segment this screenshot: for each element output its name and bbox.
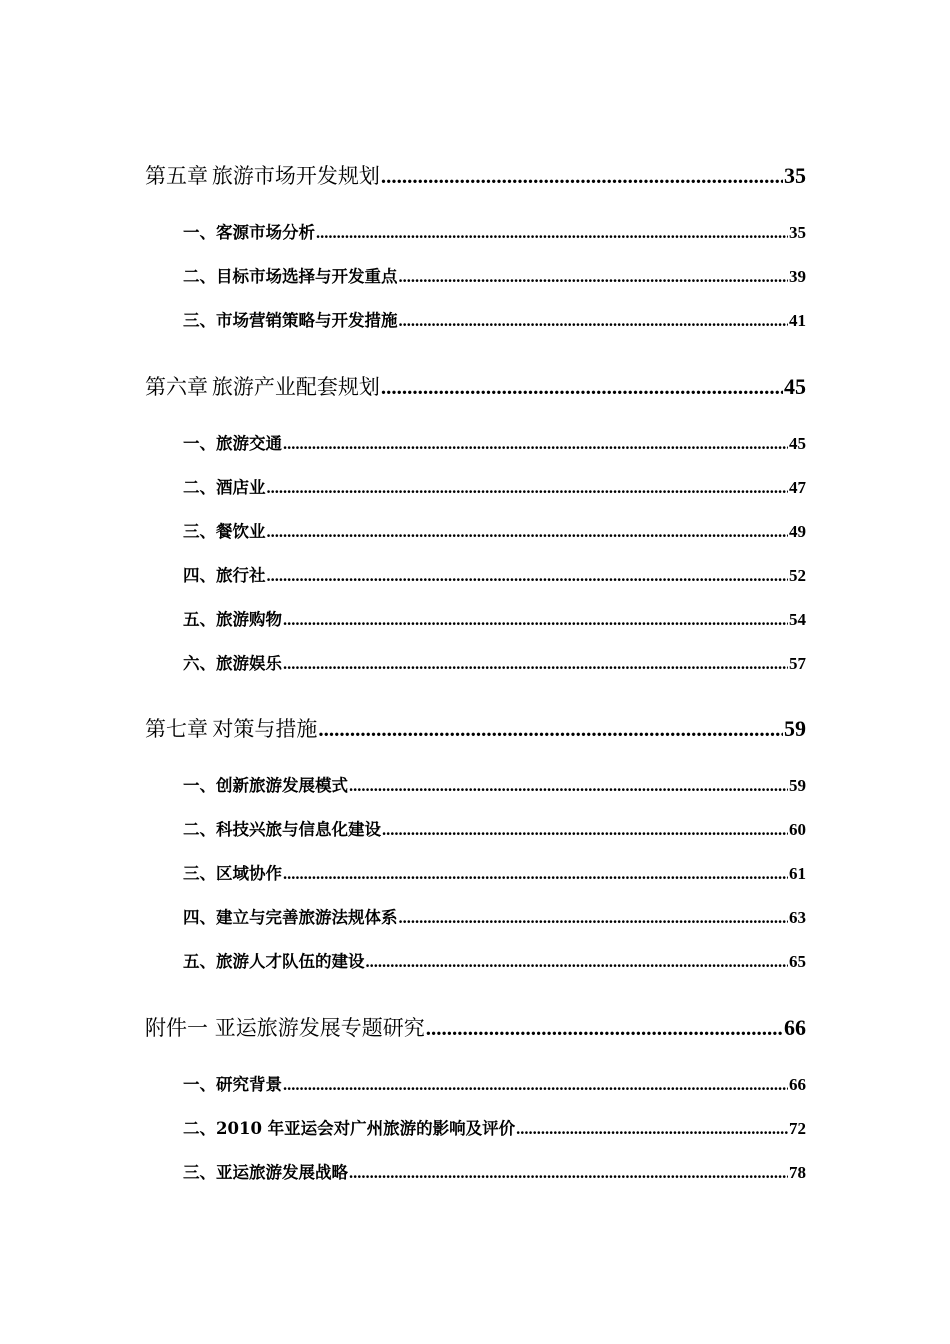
dot-leader bbox=[283, 434, 788, 454]
toc-section-row[interactable] bbox=[183, 606, 806, 630]
section-title: 二、2010 年亚运会对广州旅游的影响及评价 bbox=[183, 1119, 516, 1138]
chapter-label: 第五章 bbox=[145, 164, 208, 188]
section-title: 四、建立与完善旅游法规体系 bbox=[183, 908, 398, 927]
toc-chapter-row[interactable] bbox=[145, 371, 806, 401]
page-number: 66 bbox=[784, 1015, 806, 1040]
page-number: 45 bbox=[789, 434, 806, 453]
dot-leader bbox=[399, 311, 789, 331]
section-title: 三、区域协作 bbox=[183, 864, 282, 883]
dot-leader bbox=[318, 717, 783, 742]
dot-leader bbox=[283, 654, 788, 674]
toc-section-row[interactable] bbox=[183, 518, 806, 542]
dot-leader bbox=[381, 164, 783, 189]
toc-section-row[interactable] bbox=[183, 948, 806, 972]
dot-leader bbox=[399, 908, 789, 928]
page-number: 63 bbox=[789, 908, 806, 927]
dot-leader bbox=[426, 1016, 783, 1041]
dot-leader bbox=[349, 776, 788, 796]
dot-leader bbox=[316, 223, 788, 243]
toc-section-row[interactable] bbox=[183, 263, 806, 287]
toc-chapter-row[interactable] bbox=[145, 160, 806, 190]
section-title: 一、客源市场分析 bbox=[183, 223, 315, 242]
section-title: 三、餐饮业 bbox=[183, 522, 266, 541]
chapter-title: 旅游产业配套规划 bbox=[211, 375, 380, 399]
toc-section-row[interactable] bbox=[183, 474, 806, 498]
section-title: 三、市场营销策略与开发措施 bbox=[183, 311, 398, 330]
chapter-title: 旅游市场开发规划 bbox=[211, 164, 380, 188]
dot-leader bbox=[283, 864, 788, 884]
section-title: 二、科技兴旅与信息化建设 bbox=[183, 820, 381, 839]
page-number: 54 bbox=[789, 610, 806, 629]
dot-leader bbox=[381, 375, 783, 400]
chapter-label: 附件一 bbox=[145, 1016, 208, 1040]
toc-section-row[interactable] bbox=[183, 1115, 806, 1139]
chapter-title: 亚运旅游发展专题研究 bbox=[214, 1016, 425, 1040]
page-number: 78 bbox=[789, 1163, 806, 1182]
chapter-label: 第六章 bbox=[145, 375, 208, 399]
page-number: 59 bbox=[784, 716, 806, 741]
dot-leader bbox=[516, 1119, 788, 1139]
section-title: 三、亚运旅游发展战略 bbox=[183, 1163, 348, 1182]
toc-section-row[interactable] bbox=[183, 562, 806, 586]
dot-leader bbox=[349, 1163, 788, 1183]
toc-section-row[interactable] bbox=[183, 904, 806, 928]
page-number: 59 bbox=[789, 776, 806, 795]
page-number: 49 bbox=[789, 522, 806, 541]
dot-leader bbox=[267, 522, 789, 542]
dot-leader bbox=[267, 478, 789, 498]
dot-leader bbox=[382, 820, 788, 840]
page-number: 66 bbox=[789, 1075, 806, 1094]
section-title: 二、目标市场选择与开发重点 bbox=[183, 267, 398, 286]
page-number: 35 bbox=[789, 223, 806, 242]
toc-section-row[interactable] bbox=[183, 1159, 806, 1183]
page-number: 57 bbox=[789, 654, 806, 673]
section-title: 一、旅游交通 bbox=[183, 434, 282, 453]
section-title: 一、创新旅游发展模式 bbox=[183, 776, 348, 795]
chapter-title: 对策与措施 bbox=[212, 717, 318, 741]
section-title: 二、酒店业 bbox=[183, 478, 266, 497]
toc-section-row[interactable] bbox=[183, 816, 806, 840]
toc-chapter-row[interactable] bbox=[145, 713, 806, 743]
toc-section-row[interactable] bbox=[183, 1071, 806, 1095]
section-title: 五、旅游人才队伍的建设 bbox=[183, 952, 365, 971]
toc-section-row[interactable] bbox=[183, 219, 806, 243]
page-number: 47 bbox=[789, 478, 806, 497]
toc-section-row[interactable] bbox=[183, 860, 806, 884]
page-number: 61 bbox=[789, 864, 806, 883]
section-title: 四、旅行社 bbox=[183, 566, 266, 585]
toc-section-row[interactable] bbox=[183, 650, 806, 674]
toc-section-row[interactable] bbox=[183, 307, 806, 331]
toc-section-row[interactable] bbox=[183, 430, 806, 454]
page-number: 41 bbox=[789, 311, 806, 330]
page-number: 45 bbox=[784, 374, 806, 399]
page-number: 65 bbox=[789, 952, 806, 971]
page-number: 60 bbox=[789, 820, 806, 839]
page-number: 52 bbox=[789, 566, 806, 585]
section-title: 一、研究背景 bbox=[183, 1075, 282, 1094]
page-number: 72 bbox=[789, 1119, 806, 1138]
dot-leader bbox=[267, 566, 789, 586]
section-title: 五、旅游购物 bbox=[183, 610, 282, 629]
chapter-label: 第七章 bbox=[145, 717, 208, 741]
toc-chapter-row[interactable] bbox=[145, 1012, 806, 1042]
dot-leader bbox=[399, 267, 789, 287]
toc-section-row[interactable] bbox=[183, 772, 806, 796]
section-title: 六、旅游娱乐 bbox=[183, 654, 282, 673]
dot-leader bbox=[366, 952, 789, 972]
page-number: 39 bbox=[789, 267, 806, 286]
page-number: 35 bbox=[784, 163, 806, 188]
dot-leader bbox=[283, 1075, 788, 1095]
dot-leader bbox=[283, 610, 788, 630]
